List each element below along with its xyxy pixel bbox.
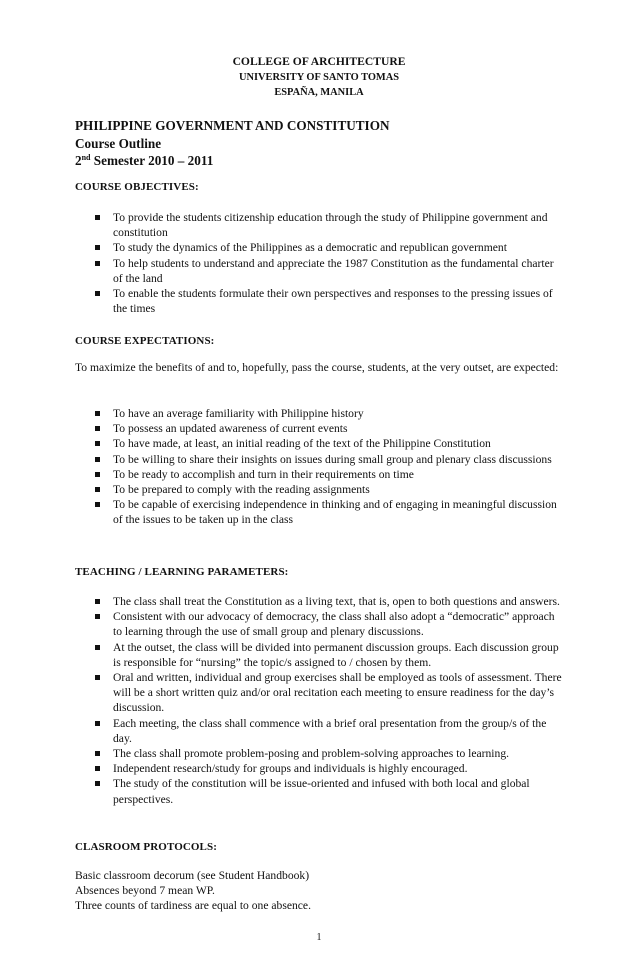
teaching-section (75, 565, 565, 580)
protocols-section (75, 840, 565, 855)
objectives-list-block (75, 210, 565, 316)
course-outline-label: Course Outline (75, 135, 162, 151)
list-item: Independent research/study for groups and individuals is highly encouraged. (75, 761, 565, 776)
expectations-list-block (75, 406, 565, 528)
square-bullet-icon (95, 487, 100, 492)
square-bullet-icon (95, 426, 100, 431)
protocols-lines-block (75, 868, 565, 914)
square-bullet-icon (95, 245, 100, 250)
section-heading: COURSE EXPECTATIONS: (75, 335, 215, 347)
protocol-line: Absences beyond 7 mean WP. (75, 884, 215, 898)
square-bullet-icon (95, 441, 100, 446)
square-bullet-icon (95, 599, 100, 604)
teaching-list (75, 594, 565, 807)
list-item: To have made, at least, an initial reading of the text of the Philippine Constitution (75, 436, 565, 451)
square-bullet-icon (95, 215, 100, 220)
list-item: To be capable of exercising independence in thinking and of engaging in meaningful discussion of the issues to be taken up in the class (75, 497, 565, 527)
university-location: ESPAÑA, MANILA (274, 87, 364, 98)
section-heading: COURSE OBJECTIVES: (75, 181, 199, 193)
section-heading: TEACHING / LEARNING PARAMETERS: (75, 566, 289, 578)
square-bullet-icon (95, 411, 100, 416)
square-bullet-icon (95, 472, 100, 477)
page-number: 1 (316, 932, 322, 943)
list-item: The class shall promote problem-posing and problem-solving approaches to learning. (75, 746, 565, 761)
objectives-section (75, 180, 565, 195)
square-bullet-icon (95, 675, 100, 680)
list-item: The study of the constitution will be issue-oriented and infused with both local and global perspectives. (75, 776, 565, 806)
list-item: Consistent with our advocacy of democracy, the class shall also adopt a “democratic” approach to learning through the use of small group and plenary discussions. (75, 609, 565, 639)
square-bullet-icon (95, 291, 100, 296)
semester-label: 2nd Semester 2010 – 2011 (75, 153, 214, 168)
list-item: To have an average familiarity with Philippine history (75, 406, 565, 421)
square-bullet-icon (95, 502, 100, 507)
expectations-intro: To maximize the benefits of and to, hopefully, pass the course, students, at the very outset, are expected: (75, 361, 559, 374)
university-name: UNIVERSITY OF SANTO TOMAS (238, 71, 400, 83)
expectations-intro-block (75, 360, 565, 375)
square-bullet-icon (95, 766, 100, 771)
square-bullet-icon (95, 751, 100, 756)
list-item: To be willing to share their insights on issues during small group and plenary class discussions (75, 452, 565, 467)
course-title-block (75, 117, 575, 170)
college-name: COLLEGE OF ARCHITECTURE (232, 55, 406, 68)
list-item: To be prepared to comply with the reading assignments (75, 482, 565, 497)
list-item: To possess an updated awareness of current events (75, 421, 565, 436)
course-title: PHILIPPINE GOVERNMENT AND CONSTITUTION (75, 118, 390, 133)
protocol-line: Three counts of tardiness are equal to one absence. (75, 899, 311, 913)
square-bullet-icon (95, 261, 100, 266)
list-item: At the outset, the class will be divided into permanent discussion groups. Each discussion group is responsible for “nursing” the topic/s assigned to / chosen by them. (75, 640, 565, 670)
square-bullet-icon (95, 457, 100, 462)
expectations-list (75, 406, 565, 528)
square-bullet-icon (95, 721, 100, 726)
teaching-list-block (75, 594, 565, 807)
list-item: To provide the students citizenship education through the study of Philippine government and constitution (75, 210, 565, 240)
list-item: To be ready to accomplish and turn in their requirements on time (75, 467, 565, 482)
square-bullet-icon (95, 781, 100, 786)
objectives-list (75, 210, 565, 316)
section-heading: CLASROOM PROTOCOLS: (75, 841, 217, 853)
list-item: Oral and written, individual and group exercises shall be employed as tools of assessment. There will be a short written quiz and/or oral recitation each meeting to ensure readiness for the day’s discussion. (75, 670, 565, 716)
square-bullet-icon (95, 645, 100, 650)
square-bullet-icon (95, 614, 100, 619)
list-item: To study the dynamics of the Philippines as a democratic and republican government (75, 240, 565, 255)
expectations-section (75, 334, 565, 349)
document-header (0, 54, 638, 101)
list-item: The class shall treat the Constitution as a living text, that is, open to both questions and answers. (75, 594, 565, 609)
list-item: To enable the students formulate their own perspectives and responses to the pressing issues of the times (75, 286, 565, 316)
list-item: To help students to understand and appreciate the 1987 Constitution as the fundamental charter of the land (75, 256, 565, 286)
protocol-line: Basic classroom decorum (see Student Handbook) (75, 869, 310, 882)
list-item: Each meeting, the class shall commence with a brief oral presentation from the group/s of the day. (75, 716, 565, 746)
